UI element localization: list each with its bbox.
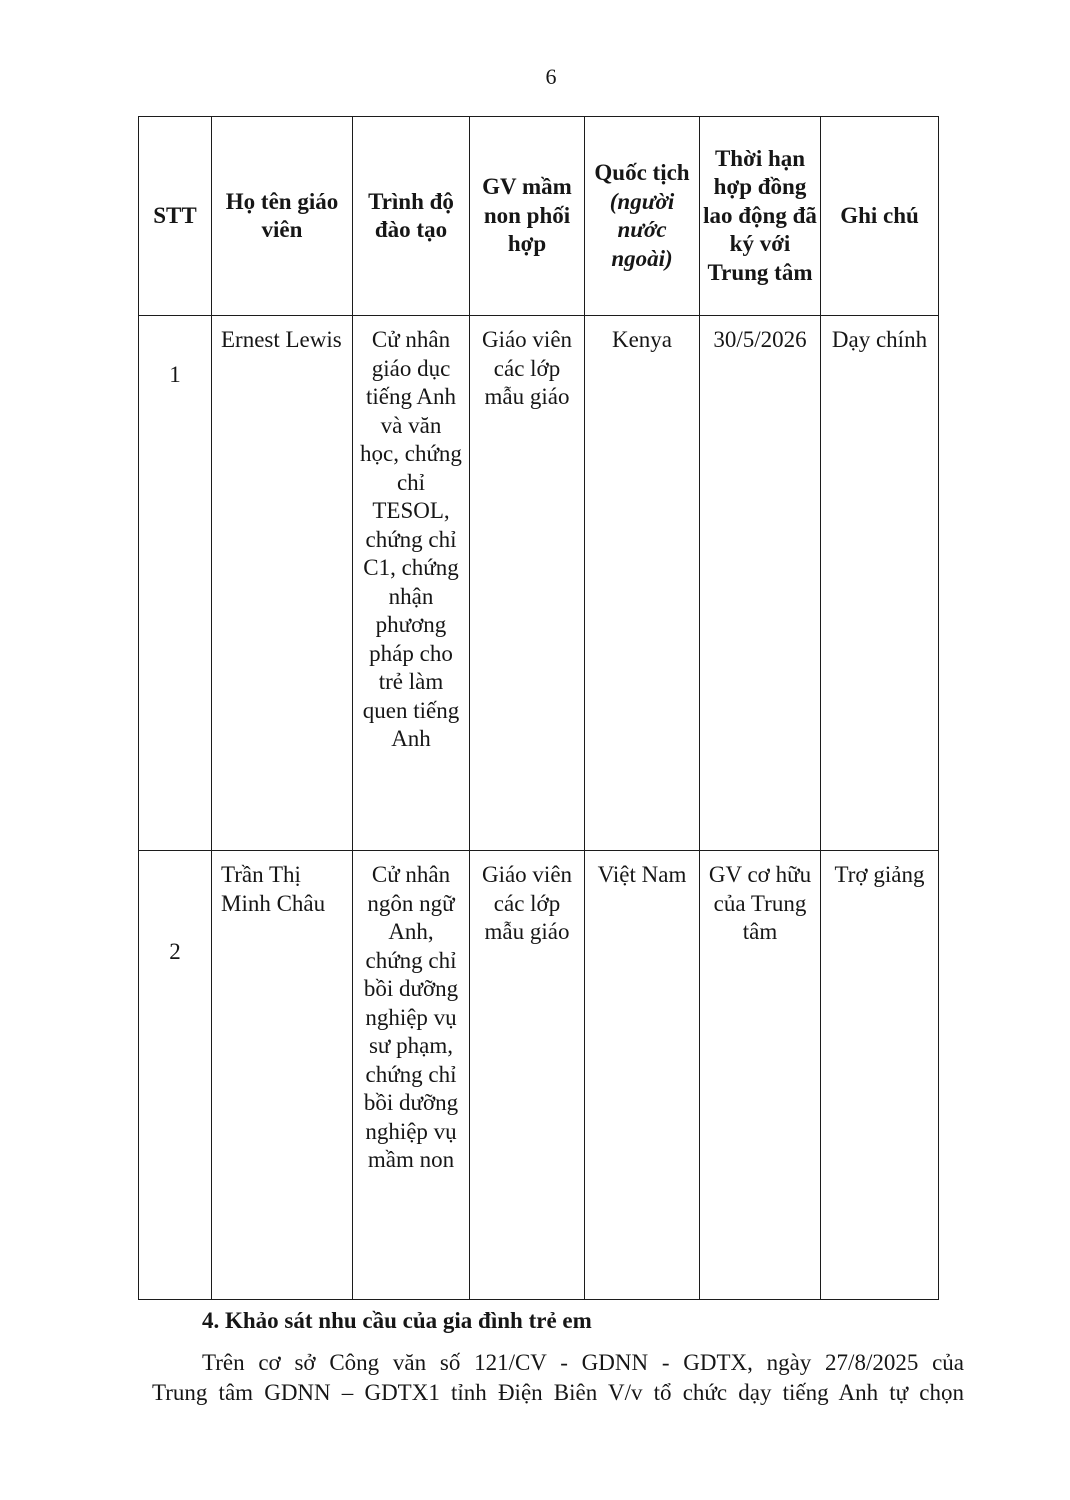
paragraph-line: Trên cơ sở Công văn số 121/CV - GDNN - GDTX, ngày 27/8/2025 của: [202, 1350, 964, 1375]
page-number: 6: [545, 64, 557, 89]
header-nationality-label: Quốc tịch: [594, 160, 690, 185]
row-note: Trợ giảng: [821, 851, 939, 1300]
row-coop-teacher: Giáo viên các lớp mẫu giáo: [470, 851, 585, 1300]
row-nationality: Việt Nam: [585, 851, 700, 1300]
row-teacher-name: Ernest Lewis: [212, 316, 353, 851]
teacher-table: [138, 116, 939, 1300]
row-stt: [139, 316, 212, 851]
header-coop-teacher: GV mầm non phối hợp: [470, 117, 585, 316]
row-nationality: Kenya: [585, 316, 700, 851]
row-note: Dạy chính: [821, 316, 939, 851]
row-contract-term: GV cơ hữu của Trung tâm: [700, 851, 821, 1300]
section-paragraph: [152, 1348, 964, 1408]
section-heading: 4. Khảo sát nhu cầu của gia đình trẻ em: [202, 1308, 592, 1333]
row-stt: [139, 851, 212, 1300]
header-teacher-name: Họ tên giáo viên: [212, 117, 353, 316]
header-note: Ghi chú: [821, 117, 939, 316]
row-stt-value: 2: [169, 938, 181, 964]
table-row: [139, 316, 939, 851]
row-teacher-name: Trần Thị Minh Châu: [212, 851, 353, 1300]
row-contract-term: 30/5/2026: [700, 316, 821, 851]
row-qualification: Cử nhân ngôn ngữ Anh, chứng chỉ bồi dưỡng nghiệp vụ sư phạm, chứng chỉ bồi dưỡng nghiệp vụ mầm non: [353, 851, 470, 1300]
row-qualification: Cử nhân giáo dục tiếng Anh và văn học, chứng chỉ TESOL, chứng chỉ C1, chứng nhận phương pháp cho trẻ làm quen tiếng Anh: [353, 316, 470, 851]
row-coop-teacher: Giáo viên các lớp mẫu giáo: [470, 316, 585, 851]
table-header-row: [139, 117, 939, 316]
header-stt: STT: [139, 117, 212, 316]
table-row: [139, 851, 939, 1300]
header-contract-term: Thời hạn hợp đồng lao động đã ký với Trung tâm: [700, 117, 821, 316]
paragraph-line: Trung tâm GDNN – GDTX1 tỉnh Điện Biên V/v tổ chức dạy tiếng Anh tự chọn: [152, 1380, 964, 1405]
header-qualification: Trình độ đào tạo: [353, 117, 470, 316]
header-nationality-note: (người nước ngoài): [609, 188, 675, 271]
row-stt-value: 1: [169, 361, 181, 387]
header-nationality: [585, 117, 700, 316]
